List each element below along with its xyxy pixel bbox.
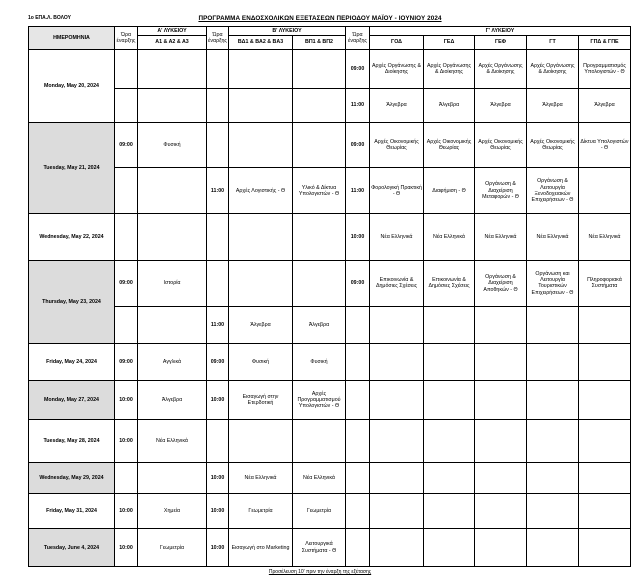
c-time-cell — [346, 380, 370, 420]
c-subject-cell: Δίκτυα Υπολογιστών - Θ — [579, 122, 631, 168]
c-subject-cell: Νέα Ελληνικά — [475, 214, 527, 261]
b1-subject-cell: Αρχές Λογιστικής - Θ — [229, 168, 293, 214]
school-name: 1o ΕΠΑ.Λ. ΒΟΛΟΥ — [28, 15, 71, 21]
lyceum-b-header: Β' ΛΥΚΕΙΟΥ — [229, 27, 346, 36]
c-subject-cell — [370, 380, 424, 420]
b2-subject-cell: Αρχές Προγραμματισμού Υπολογιστών - Θ — [293, 380, 346, 420]
b2-subject-cell: Άλγεβρα — [293, 306, 346, 343]
date-cell: Friday, May 31, 2024 — [29, 494, 115, 529]
c-subject-cell: Άλγεβρα — [579, 89, 631, 122]
c-subject-cell: Άλγεβρα — [527, 89, 579, 122]
b-time-cell: 11:00 — [207, 168, 229, 214]
a-time-cell: 10:00 — [115, 380, 138, 420]
a-subject-cell: Αγγλικά — [138, 344, 207, 380]
c-subject-cell — [579, 306, 631, 343]
b2-subject-cell — [293, 122, 346, 168]
a-subject-cell: Νέα Ελληνικά — [138, 420, 207, 463]
a-subject-cell: Άλγεβρα — [138, 380, 207, 420]
schedule-row — [29, 380, 631, 420]
c-subject-cell — [579, 529, 631, 567]
a-subject-cell — [138, 214, 207, 261]
c-time-cell — [346, 462, 370, 493]
schedule-row — [29, 122, 631, 168]
b-classes-2-header: ΒΠ1 & ΒΠ2 — [293, 36, 346, 50]
a-classes-header: Α1 & Α2 & Α3 — [138, 36, 207, 50]
b1-subject-cell — [229, 214, 293, 261]
a-time-cell — [115, 306, 138, 343]
c-subject-cell — [475, 306, 527, 343]
c-time-cell: 09:00 — [346, 49, 370, 89]
b2-subject-cell — [293, 261, 346, 307]
a-time-cell: 09:00 — [115, 261, 138, 307]
a-time-cell: 10:00 — [115, 494, 138, 529]
b-time-cell: 11:00 — [207, 306, 229, 343]
schedule-row — [29, 168, 631, 214]
b-time-cell: 09:00 — [207, 344, 229, 380]
c-subject-cell: Αρχές Οργάνωσης & Διοίκησης — [475, 49, 527, 89]
a-time-cell: 09:00 — [115, 122, 138, 168]
b2-subject-cell: Λειτουργικά Συστήματα - Θ — [293, 529, 346, 567]
c-time-cell: 09:00 — [346, 261, 370, 307]
a-time-cell — [115, 49, 138, 89]
b1-subject-cell — [229, 122, 293, 168]
date-cell: Thursday, May 23, 2024 — [29, 261, 115, 344]
c-time-cell: 11:00 — [346, 89, 370, 122]
b-time-cell — [207, 49, 229, 89]
c-subject-cell: Άλγεβρα — [475, 89, 527, 122]
b-time-cell — [207, 214, 229, 261]
c-subject-cell: Νέα Ελληνικά — [424, 214, 475, 261]
c-time-header: Ώρα έναρξης — [346, 27, 370, 50]
c-subject-cell — [475, 380, 527, 420]
c-subject-cell: Φορολογική Πρακτική - Θ — [370, 168, 424, 214]
a-time-cell — [115, 462, 138, 493]
b1-subject-cell: Γεωμετρία — [229, 494, 293, 529]
c-time-cell: 11:00 — [346, 168, 370, 214]
c-subject-cell — [579, 168, 631, 214]
date-cell: Monday, May 27, 2024 — [29, 380, 115, 420]
b1-subject-cell: Νέα Ελληνικά — [229, 462, 293, 493]
b-time-cell — [207, 261, 229, 307]
date-cell: Tuesday, June 4, 2024 — [29, 529, 115, 567]
c-subject-cell: Αρχές Οργάνωσης & Διοίκησης — [527, 49, 579, 89]
schedule-row — [29, 529, 631, 567]
c-subject-cell — [527, 306, 579, 343]
lyceum-c-header: Γ' ΛΥΚΕΙΟΥ — [370, 27, 631, 36]
b2-subject-cell — [293, 214, 346, 261]
a-time-header: Ώρα έναρξης — [115, 27, 138, 50]
c-subject-cell: Νέα Ελληνικά — [370, 214, 424, 261]
c-subject-cell — [475, 344, 527, 380]
b2-subject-cell: Φυσική — [293, 344, 346, 380]
c-subject-cell: Οργάνωση και Λειτουργία Τουριστικών Επιχειρήσεων - Θ — [527, 261, 579, 307]
c-time-cell — [346, 306, 370, 343]
exam-schedule-table — [28, 26, 631, 567]
c-subject-cell — [579, 380, 631, 420]
b-time-cell — [207, 122, 229, 168]
schedule-row — [29, 306, 631, 343]
c-subject-cell — [424, 462, 475, 493]
date-cell: Wednesday, May 29, 2024 — [29, 462, 115, 493]
a-time-cell: 09:00 — [115, 344, 138, 380]
schedule-row — [29, 344, 631, 380]
c-subject-cell: Οργάνωση & Λειτουργία Ξενοδοχειακών Επιχειρήσεων - Θ — [527, 168, 579, 214]
c-subject-cell: Αρχές Οργάνωσης & Διοίκησης — [424, 49, 475, 89]
c-subject-cell — [370, 344, 424, 380]
c-time-cell: 10:00 — [346, 214, 370, 261]
c-class-header: ΓΠΔ & ΓΠΕ — [579, 36, 631, 50]
a-subject-cell — [138, 168, 207, 214]
c-subject-cell: Άλγεβρα — [424, 89, 475, 122]
b1-subject-cell: Άλγεβρα — [229, 306, 293, 343]
c-subject-cell — [424, 494, 475, 529]
schedule-row — [29, 214, 631, 261]
a-time-cell — [115, 214, 138, 261]
a-subject-cell: Φυσική — [138, 122, 207, 168]
c-subject-cell — [424, 380, 475, 420]
c-time-cell — [346, 494, 370, 529]
b1-subject-cell — [229, 420, 293, 463]
c-class-header: ΓΕΔ — [424, 36, 475, 50]
a-subject-cell: Χημεία — [138, 494, 207, 529]
c-subject-cell: Άλγεβρα — [370, 89, 424, 122]
b-time-header: Ώρα έναρξης — [207, 27, 229, 50]
b1-subject-cell: Φυσική — [229, 344, 293, 380]
a-subject-cell — [138, 49, 207, 89]
b-time-cell — [207, 89, 229, 122]
c-subject-cell — [370, 529, 424, 567]
schedule-row — [29, 261, 631, 307]
c-subject-cell: Διαφήμιση - Θ — [424, 168, 475, 214]
c-subject-cell — [424, 344, 475, 380]
page-title: ΠΡΟΓΡΑΜΜΑ ΕΝΔΟΣΧΟΛΙΚΩΝ ΕΞΕΤΑΣΕΩΝ ΠΕΡΙΟΔΟΥ ΜΑΪΟΥ - ΙΟΥΝΙΟΥ 2024 — [198, 15, 442, 22]
c-subject-cell — [527, 380, 579, 420]
c-time-cell — [346, 420, 370, 463]
date-cell: Friday, May 24, 2024 — [29, 344, 115, 380]
b1-subject-cell — [229, 89, 293, 122]
c-time-cell: 09:00 — [346, 122, 370, 168]
c-subject-cell: Επικοινωνία & Δημόσιες Σχέσεις — [424, 261, 475, 307]
c-subject-cell: Οργάνωση & Διαχείριση Μεταφορών - Θ — [475, 168, 527, 214]
b1-subject-cell — [229, 49, 293, 89]
arrival-note: Προσέλευση 10' πριν την έναρξη της εξέτασης — [268, 569, 372, 575]
c-subject-cell: Οργάνωση & Διαχείριση Αποθηκών - Θ — [475, 261, 527, 307]
a-time-cell: 10:00 — [115, 529, 138, 567]
c-subject-cell: Αρχές Οργάνωσης & Διοίκησης — [370, 49, 424, 89]
c-subject-cell — [527, 344, 579, 380]
c-subject-cell — [475, 494, 527, 529]
c-subject-cell: Επικοινωνία & Δημόσιες Σχέσεις — [370, 261, 424, 307]
b2-subject-cell — [293, 420, 346, 463]
c-class-header: ΓΕΦ — [475, 36, 527, 50]
c-subject-cell — [370, 306, 424, 343]
date-cell: Monday, May 20, 2024 — [29, 49, 115, 122]
schedule-row — [29, 89, 631, 122]
b2-subject-cell: Νέα Ελληνικά — [293, 462, 346, 493]
c-subject-cell: Αρχές Οικονομικής Θεωρίας — [527, 122, 579, 168]
c-subject-cell: Προγραμματισμός Υπολογιστών - Θ — [579, 49, 631, 89]
b-time-cell: 10:00 — [207, 529, 229, 567]
c-class-header: ΓΤ — [527, 36, 579, 50]
c-subject-cell — [579, 494, 631, 529]
b-time-cell: 10:00 — [207, 462, 229, 493]
c-subject-cell — [527, 462, 579, 493]
c-subject-cell — [424, 420, 475, 463]
c-subject-cell: Νέα Ελληνικά — [527, 214, 579, 261]
b1-subject-cell: Εισαγωγή στην Ετερδοτική — [229, 380, 293, 420]
c-subject-cell — [579, 420, 631, 463]
lyceum-a-header: Α' ΛΥΚΕΙΟΥ — [138, 27, 207, 36]
c-subject-cell — [424, 529, 475, 567]
c-subject-cell — [370, 420, 424, 463]
schedule-row — [29, 420, 631, 463]
a-time-cell: 10:00 — [115, 420, 138, 463]
date-cell: Wednesday, May 22, 2024 — [29, 214, 115, 261]
b2-subject-cell — [293, 89, 346, 122]
a-subject-cell — [138, 89, 207, 122]
c-subject-cell: Αρχές Οικονομικής Θεωρίας — [475, 122, 527, 168]
a-time-cell — [115, 168, 138, 214]
schedule-row — [29, 462, 631, 493]
a-subject-cell: Ιστορία — [138, 261, 207, 307]
schedule-row — [29, 49, 631, 89]
b1-subject-cell — [229, 261, 293, 307]
b1-subject-cell: Εισαγωγή στο Marketing — [229, 529, 293, 567]
c-subject-cell: Αρχές Οικονομικής Θεωρίας — [424, 122, 475, 168]
c-subject-cell: Νέα Ελληνικά — [579, 214, 631, 261]
b2-subject-cell — [293, 49, 346, 89]
c-subject-cell — [370, 462, 424, 493]
c-subject-cell — [579, 344, 631, 380]
c-subject-cell — [527, 529, 579, 567]
date-cell: Tuesday, May 21, 2024 — [29, 122, 115, 214]
c-subject-cell — [424, 306, 475, 343]
b-time-cell: 10:00 — [207, 380, 229, 420]
b-time-cell: 10:00 — [207, 494, 229, 529]
c-subject-cell — [370, 494, 424, 529]
c-subject-cell — [475, 462, 527, 493]
a-subject-cell: Γεωμετρία — [138, 529, 207, 567]
c-subject-cell: Πληροφοριακά Συστήματα — [579, 261, 631, 307]
c-class-header: ΓΟΔ — [370, 36, 424, 50]
c-subject-cell — [527, 494, 579, 529]
date-column-header: ΗΜΕΡΟΜΗΝΙΑ — [29, 27, 115, 50]
a-subject-cell — [138, 306, 207, 343]
c-subject-cell — [475, 529, 527, 567]
b-time-cell — [207, 420, 229, 463]
c-time-cell — [346, 529, 370, 567]
c-subject-cell — [527, 420, 579, 463]
b2-subject-cell: Υλικό & Δίκτυα Υπολογιστών - Θ — [293, 168, 346, 214]
date-cell: Tuesday, May 28, 2024 — [29, 420, 115, 463]
c-subject-cell — [579, 462, 631, 493]
c-time-cell — [346, 344, 370, 380]
b-classes-1-header: ΒΔ1 & ΒΑ2 & ΒΑ3 — [229, 36, 293, 50]
a-subject-cell — [138, 462, 207, 493]
a-time-cell — [115, 89, 138, 122]
b2-subject-cell: Γεωμετρία — [293, 494, 346, 529]
schedule-row — [29, 494, 631, 529]
c-subject-cell: Αρχές Οικονομικής Θεωρίας — [370, 122, 424, 168]
c-subject-cell — [475, 420, 527, 463]
